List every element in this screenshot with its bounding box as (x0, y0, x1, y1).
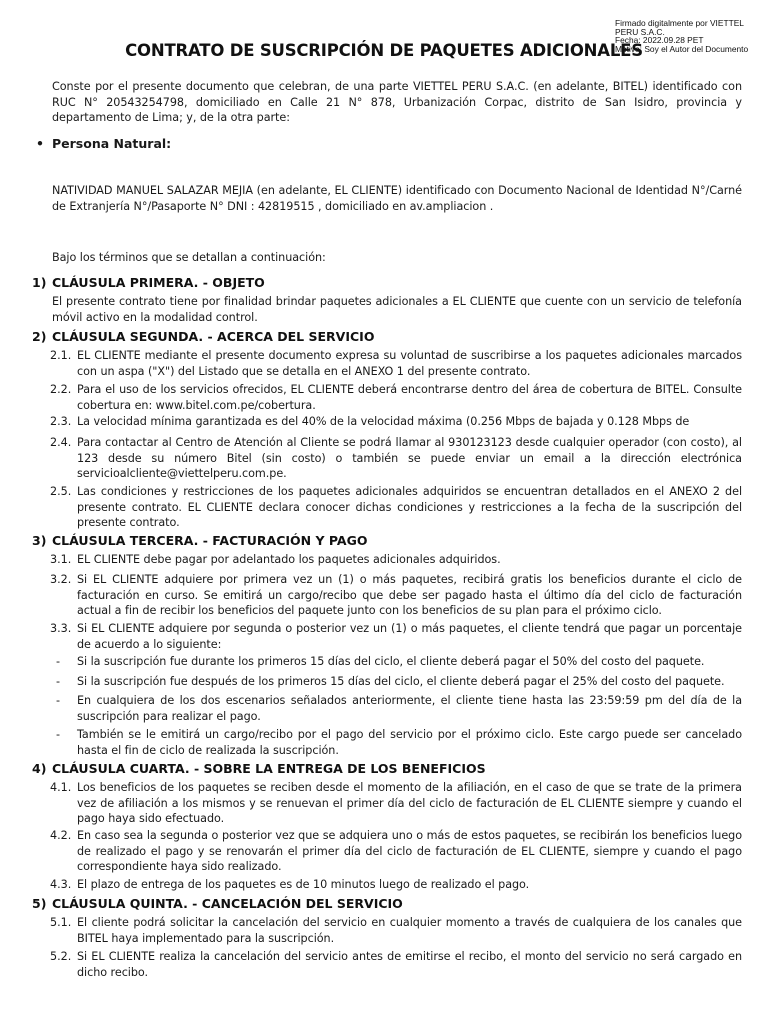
signature-line: Fecha: 2022.09.28 PET (615, 35, 704, 46)
document-title: CONTRATO DE SUSCRIPCIÓN DE PAQUETES ADICIONALES (125, 41, 643, 60)
item-text: EL CLIENTE mediante el presente documento expresa su voluntad de suscribirse a los paquetes adicionales marcados con un aspa ("X") del Listado que se detalla en el ANEXO 1 del presente contrato. (77, 349, 742, 378)
item-number: 4.2. (50, 829, 72, 842)
item-number: 2.2. (50, 383, 72, 396)
clause-item (50, 877, 742, 893)
signature-line: PERU S.A.C. (615, 26, 665, 37)
clause-subitem (56, 654, 742, 670)
clause-item (50, 414, 742, 430)
subitem-text: En cualquiera de los dos escenarios señalados anteriormente, el cliente tiene hasta las 23:59:59 pm del día de la suscripción para realizar el pago. (77, 694, 742, 723)
item-number: 3.2. (50, 573, 72, 586)
item-text: El cliente podrá solicitar la cancelación del servicio en cualquier momento a través de cualquiera de los canales que BITEL haya implementado para la suscripción. (77, 916, 742, 945)
item-number: 2.5. (50, 485, 72, 498)
clause-title: CLÁUSULA CUARTA. - SOBRE LA ENTREGA DE LOS BENEFICIOS (52, 761, 486, 776)
clause-item (50, 572, 742, 619)
clause-item (50, 828, 742, 875)
clause-title: CLÁUSULA SEGUNDA. - ACERCA DEL SERVICIO (52, 329, 375, 344)
item-text: Para el uso de los servicios ofrecidos, EL CLIENTE deberá encontrarse dentro del área de cobertura de BITEL. Consulte cobertura en: www.bitel.com.pe/cobertura. (77, 383, 742, 412)
item-number: 5.1. (50, 916, 72, 929)
clause-subitem (56, 727, 742, 758)
clause-number: 3) (32, 533, 47, 548)
clause-heading (32, 761, 486, 776)
dash-marker: - (56, 675, 61, 688)
item-number: 2.4. (50, 436, 72, 449)
item-text: EL CLIENTE debe pagar por adelantado los paquetes adicionales adquiridos. (77, 553, 501, 566)
item-text: La velocidad mínima garantizada es del 40% de la velocidad máxima (0.256 Mbps de bajada y 0.128 Mbps de (77, 415, 690, 428)
clause-title: CLÁUSULA QUINTA. - CANCELACIÓN DEL SERVICIO (52, 896, 403, 911)
clause-heading (32, 896, 403, 911)
item-text: En caso sea la segunda o posterior vez que se adquiera uno o más de estos paquetes, se recibirán los beneficios luego de realizado el pago y se renovarán el primer día del ciclo de facturación de EL CLIENTE, siempre y cuando el pago correspondiente haya sido realizado. (77, 829, 742, 874)
clause-body: El presente contrato tiene por finalidad brindar paquetes adicionales a EL CLIENTE que cuente con un servicio de telefonía móvil activo en la modalidad control. (52, 295, 742, 324)
dash-marker: - (56, 655, 61, 668)
clause-item (50, 484, 742, 531)
bullet-icon: • (36, 136, 44, 151)
subitem-text: También se le emitirá un cargo/recibo por el pago del servicio por el próximo ciclo. Este cargo puede ser cancelado hasta el fin de ciclo de realizada la suscripción. (77, 728, 742, 757)
clause-heading (32, 275, 265, 290)
item-text: Para contactar al Centro de Atención al Cliente se podrá llamar al 930123123 desde cualquier operador (con costo), al 123 desde su número Bitel (sin costo) o también se puede enviar un email a la dirección electrónica servicioalcliente@viettelperu.com.pe. (77, 436, 742, 481)
intro-paragraph: Conste por el presente documento que celebran, de una parte VIETTEL PERU S.A.C. (en adelante, BITEL) identificado con RUC N° 20543254798, domiciliado en Calle 21 N° 878, Urbanización Corpac, distrito de San Isidro, provincia y departamento de Lima; y, de la otra parte: (52, 80, 742, 125)
clause-item (50, 435, 742, 482)
subitem-text: Si la suscripción fue durante los primeros 15 días del ciclo, el cliente deberá pagar el 50% del costo del paquete. (77, 655, 705, 668)
clause-title: CLÁUSULA PRIMERA. - OBJETO (52, 275, 265, 290)
item-number: 5.2. (50, 950, 72, 963)
clause-number: 5) (32, 896, 47, 911)
item-number: 4.3. (50, 878, 72, 891)
item-number: 2.3. (50, 415, 72, 428)
clause-item (50, 621, 742, 652)
signature-line: Firmado digitalmente por VIETTEL (615, 18, 744, 28)
clause-heading (32, 533, 367, 548)
clause-item (50, 949, 742, 980)
item-number: 2.1. (50, 349, 72, 362)
clause-heading (32, 329, 374, 344)
item-number: 4.1. (50, 781, 72, 794)
persona-natural-heading (36, 136, 171, 151)
item-text: Si EL CLIENTE adquiere por primera vez un (1) o más paquetes, recibirá gratis los beneficios durante el ciclo de facturación en curso. Se emitirá un cargo/recibo que debe ser pagado hasta el último día del ciclo de facturación actual a fin de recibir los beneficios del paquete junto con los beneficios de su plan para el próximo ciclo. (77, 573, 742, 618)
persona-natural-label: Persona Natural: (52, 136, 172, 151)
item-text: Las condiciones y restricciones de los paquetes adicionales adquiridos se encuentran detallados en el ANEXO 2 del presente contrato. EL CLIENTE declara conocer dichas condiciones y restricciones a la fecha de la suscripción del presente contrato. (77, 485, 742, 530)
item-number: 3.1. (50, 553, 72, 566)
clause-number: 2) (32, 329, 47, 344)
item-text: Los beneficios de los paquetes se reciben desde el momento de la afiliación, en el caso de que se trate de la primera vez de afiliación a los mismos y se renuevan el primer día del ciclo de facturación de EL CLIENTE siempre y cuando el pago haya sido efectuado. (77, 781, 742, 826)
client-identification-paragraph: NATIVIDAD MANUEL SALAZAR MEJIA (en adelante, EL CLIENTE) identificado con Documento Nacional de Identidad N°/Carné de Extranjería N°/Pasaporte N° DNI : 42819515 , domiciliado en av.ampliacion . (52, 184, 742, 213)
signature-line: Motivo: Soy el Autor del Documento (615, 43, 749, 54)
clause-item (50, 915, 742, 946)
clause-item (50, 552, 742, 568)
clause-number: 1) (32, 275, 47, 290)
clause-title: CLÁUSULA TERCERA. - FACTURACIÓN Y PAGO (52, 533, 368, 548)
subitem-text: Si la suscripción fue después de los primeros 15 días del ciclo, el cliente deberá pagar el 25% del costo del paquete. (77, 675, 725, 688)
item-text: El plazo de entrega de los paquetes es de 10 minutos luego de realizado el pago. (77, 878, 530, 891)
item-number: 3.3. (50, 622, 72, 635)
terms-intro: Bajo los términos que se detallan a continuación: (52, 251, 326, 264)
clause-subitem (56, 674, 742, 690)
dash-marker: - (56, 694, 61, 707)
clause-subitem (56, 693, 742, 724)
clause-item (50, 348, 742, 379)
clause-number: 4) (32, 761, 47, 776)
dash-marker: - (56, 728, 61, 741)
item-text: Si EL CLIENTE adquiere por segunda o posterior vez un (1) o más paquetes, el cliente tendrá que pagar un porcentaje de acuerdo a lo siguiente: (77, 622, 742, 651)
clause-item (50, 382, 742, 413)
item-text: Si EL CLIENTE realiza la cancelación del servicio antes de emitirse el recibo, el monto del servicio no será cargado en dicho recibo. (77, 950, 742, 979)
clause-item (50, 780, 742, 827)
